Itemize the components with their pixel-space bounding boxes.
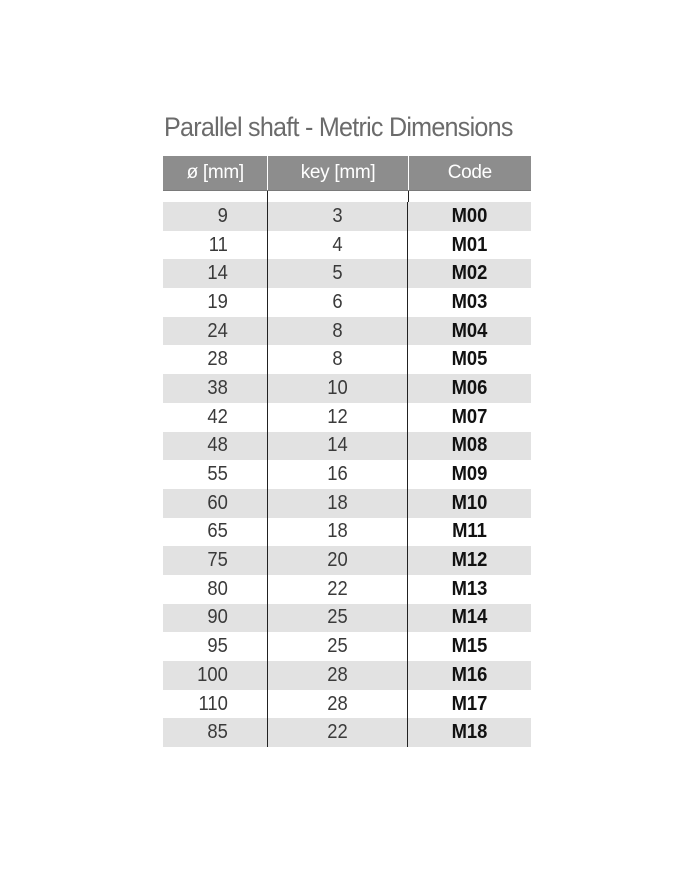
key-cell [268,718,408,747]
code-cell [408,259,531,288]
diameter-cell [163,575,268,604]
diameter-value: 110 [198,692,228,715]
diameter-cell [163,489,268,518]
diameter-cell [163,460,268,489]
code-cell [408,374,531,403]
key-value: 28 [327,663,348,686]
diameter-value: 55 [207,463,228,486]
code-cell [408,403,531,432]
code-cell [408,632,531,661]
key-cell [268,403,408,432]
table-row [163,374,531,403]
diameter-value: 48 [207,434,228,457]
code-value: M14 [451,606,488,629]
table-row [163,288,531,317]
code-value: M02 [451,262,488,285]
code-value: M04 [451,319,488,342]
table-body [163,202,531,747]
code-cell [408,345,531,374]
gap-spacer [409,191,531,202]
code-cell [408,317,531,346]
table-row [163,518,531,547]
key-value: 22 [327,721,348,744]
diameter-value: 24 [207,319,228,342]
header-diameter: ø [mm] [163,156,268,190]
key-cell [268,432,408,461]
key-value: 8 [332,348,343,371]
key-value: 28 [327,692,348,715]
code-cell [408,604,531,633]
code-value: M13 [451,577,488,600]
diameter-cell [163,403,268,432]
code-cell [408,575,531,604]
table-row [163,575,531,604]
code-value: M03 [451,290,488,313]
page-title: Parallel shaft - Metric Dimensions [164,112,513,142]
table-row [163,718,531,747]
diameter-value: 42 [207,405,228,428]
diameter-cell [163,345,268,374]
table-row [163,231,531,260]
diameter-value: 80 [207,577,228,600]
code-value: M08 [451,434,488,457]
diameter-cell [163,432,268,461]
diameter-cell [163,317,268,346]
key-cell [268,345,408,374]
table-header [163,156,531,191]
diameter-cell [163,604,268,633]
key-value: 5 [332,262,343,285]
header-key: key [mm] [268,156,408,190]
key-cell [268,546,408,575]
key-cell [268,632,408,661]
code-value: M10 [451,491,488,514]
code-value: M00 [451,204,488,227]
table-row [163,661,531,690]
table-row [163,259,531,288]
key-value: 4 [332,233,343,256]
code-value: M09 [451,463,488,486]
diameter-value: 60 [207,491,228,514]
key-value: 25 [327,606,348,629]
key-value: 12 [327,405,348,428]
dimensions-table [163,156,531,747]
code-cell [408,202,531,231]
code-value: M18 [451,721,488,744]
diameter-value: 75 [207,549,228,572]
diameter-cell [163,690,268,719]
key-value: 18 [327,520,348,543]
diameter-value: 19 [207,290,228,313]
code-cell [408,661,531,690]
table-row [163,317,531,346]
code-cell [408,460,531,489]
key-cell [268,518,408,547]
code-cell [408,231,531,260]
code-cell [408,718,531,747]
key-cell [268,231,408,260]
diameter-value: 28 [207,348,228,371]
key-cell [268,575,408,604]
diameter-cell [163,518,268,547]
key-value: 16 [327,463,348,486]
code-value: M17 [451,692,488,715]
diameter-value: 85 [207,721,228,744]
diameter-cell [163,259,268,288]
key-value: 18 [327,491,348,514]
header-code: Code [447,162,492,183]
diameter-cell [163,632,268,661]
table-row [163,202,531,231]
table-row [163,345,531,374]
code-value: M16 [451,663,488,686]
key-value: 14 [327,434,348,457]
table-row [163,632,531,661]
key-cell [268,604,408,633]
code-cell [408,546,531,575]
diameter-cell [163,231,268,260]
table-row [163,489,531,518]
key-value: 6 [332,290,343,313]
diameter-value: 14 [207,262,228,285]
key-cell [268,202,408,231]
key-value: 25 [327,635,348,658]
code-value: M11 [452,520,487,543]
key-value: 8 [332,319,343,342]
key-value: 20 [327,549,348,572]
key-cell [268,690,408,719]
diameter-cell [163,546,268,575]
key-cell [268,259,408,288]
code-value: M05 [451,348,488,371]
table-row [163,460,531,489]
diameter-cell [163,718,268,747]
key-cell [268,661,408,690]
code-value: M12 [451,549,488,572]
diameter-value: 90 [207,606,228,629]
diameter-cell [163,661,268,690]
code-cell [408,288,531,317]
code-cell [408,489,531,518]
table-row [163,690,531,719]
diameter-value: 9 [217,204,228,227]
diameter-value: 38 [207,376,228,399]
table-row [163,604,531,633]
code-value: M06 [451,376,488,399]
code-value: M15 [451,635,488,658]
table-row [163,432,531,461]
header-gap [163,191,531,202]
code-value: M01 [451,233,488,256]
key-value: 22 [327,577,348,600]
key-cell [268,489,408,518]
table-row [163,546,531,575]
diameter-cell [163,374,268,403]
diameter-value: 95 [207,635,228,658]
gap-divider [268,191,408,202]
key-value: 10 [327,376,348,399]
code-cell [408,690,531,719]
code-value: M07 [451,405,488,428]
diameter-value: 65 [207,520,228,543]
diameter-cell [163,288,268,317]
diameter-value: 100 [197,663,228,686]
diameter-value: 11 [208,233,228,256]
code-cell [408,518,531,547]
table-row [163,403,531,432]
diameter-cell [163,202,268,231]
key-cell [268,460,408,489]
code-cell [408,432,531,461]
key-cell [268,374,408,403]
key-value: 3 [332,204,343,227]
key-cell [268,288,408,317]
key-cell [268,317,408,346]
gap-divider [163,191,268,202]
